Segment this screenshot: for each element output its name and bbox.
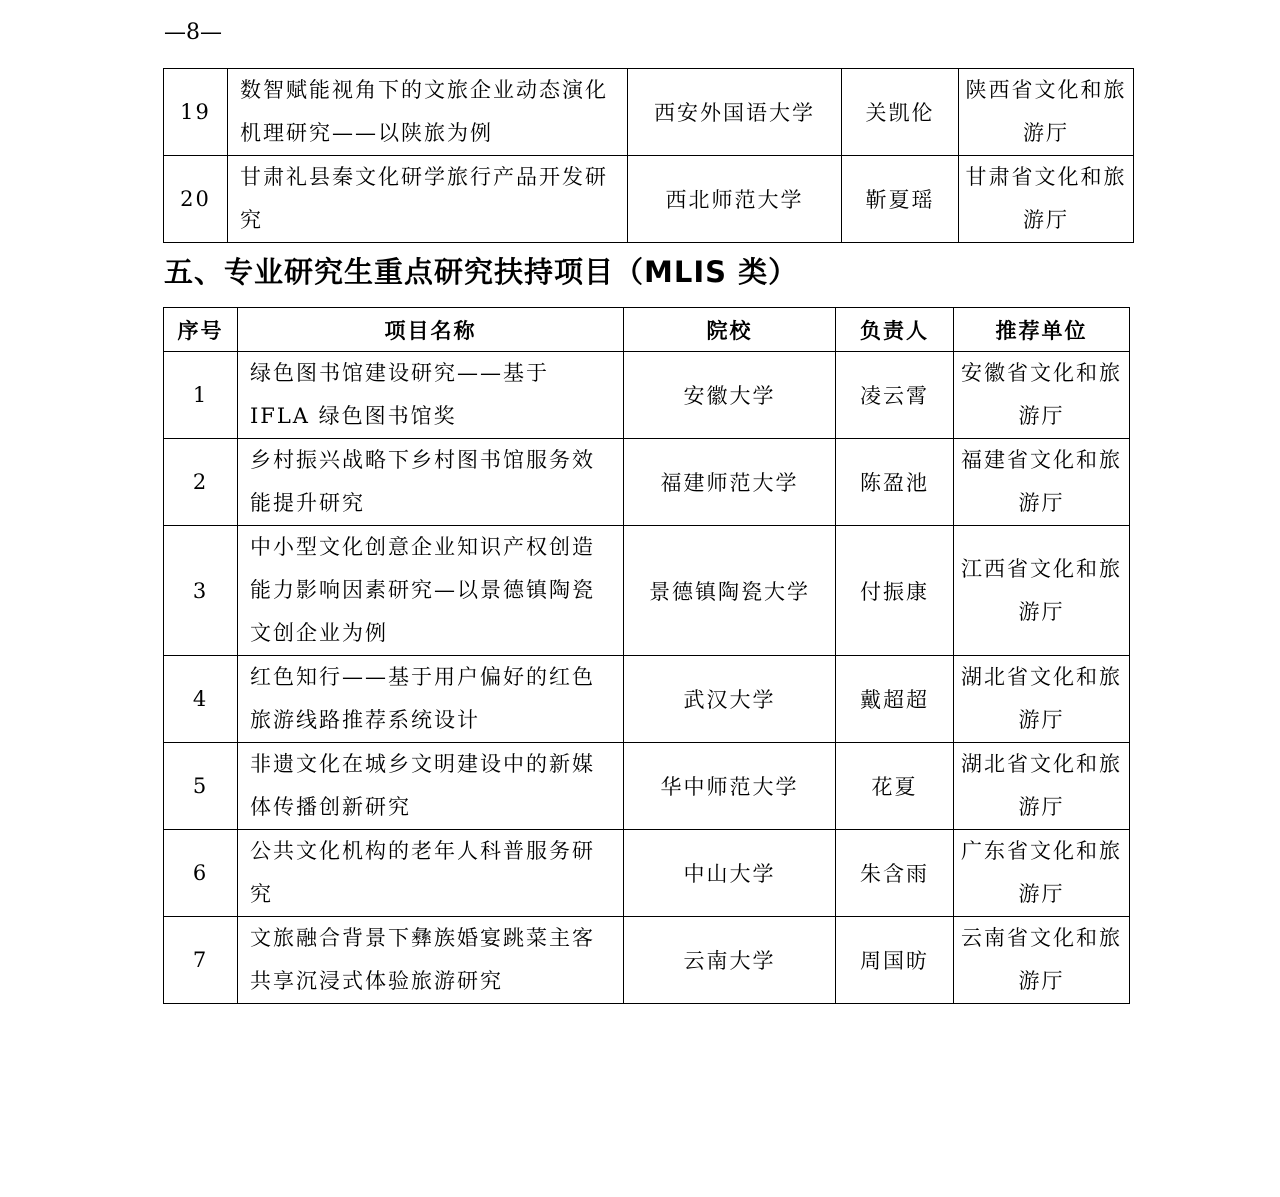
project-title: 绿色图书馆建设研究——基于 IFLA 绿色图书馆奖	[238, 352, 624, 439]
project-leader: 花夏	[836, 743, 954, 830]
table-row	[164, 439, 1130, 526]
table-row	[164, 156, 1134, 243]
recommending-unit: 广东省文化和旅游厅	[954, 830, 1130, 917]
row-number: 2	[164, 439, 238, 526]
school-name: 中山大学	[624, 830, 836, 917]
recommending-unit: 湖北省文化和旅游厅	[954, 656, 1130, 743]
project-title: 公共文化机构的老年人科普服务研究	[238, 830, 624, 917]
column-header-school: 院校	[624, 308, 836, 352]
project-leader: 付振康	[836, 526, 954, 656]
recommending-unit: 湖北省文化和旅游厅	[954, 743, 1130, 830]
row-number: 5	[164, 743, 238, 830]
table-row	[164, 656, 1130, 743]
table-row	[164, 69, 1134, 156]
project-title: 数智赋能视角下的文旅企业动态演化机理研究——以陕旅为例	[228, 69, 628, 156]
school-name: 西安外国语大学	[628, 69, 842, 156]
recommending-unit: 安徽省文化和旅游厅	[954, 352, 1130, 439]
project-leader: 关凯伦	[842, 69, 959, 156]
row-number: 3	[164, 526, 238, 656]
project-leader: 戴超超	[836, 656, 954, 743]
recommending-unit: 福建省文化和旅游厅	[954, 439, 1130, 526]
column-header-unit: 推荐单位	[954, 308, 1130, 352]
recommending-unit: 江西省文化和旅游厅	[954, 526, 1130, 656]
project-leader: 周国昉	[836, 917, 954, 1004]
row-number: 6	[164, 830, 238, 917]
recommending-unit: 甘肃省文化和旅游厅	[959, 156, 1134, 243]
table-row	[164, 526, 1130, 656]
column-header-number: 序号	[164, 308, 238, 352]
project-title: 非遗文化在城乡文明建设中的新媒体传播创新研究	[238, 743, 624, 830]
table-row	[164, 830, 1130, 917]
project-title: 文旅融合背景下彝族婚宴跳菜主客共享沉浸式体验旅游研究	[238, 917, 624, 1004]
school-name: 西北师范大学	[628, 156, 842, 243]
project-title: 中小型文化创意企业知识产权创造能力影响因素研究—以景德镇陶瓷文创企业为例	[238, 526, 624, 656]
mlis-project-table	[163, 307, 1130, 1004]
recommending-unit: 云南省文化和旅游厅	[954, 917, 1130, 1004]
project-title: 甘肃礼县秦文化研学旅行产品开发研究	[228, 156, 628, 243]
project-title: 红色知行——基于用户偏好的红色旅游线路推荐系统设计	[238, 656, 624, 743]
page-number: —8—	[164, 20, 222, 45]
column-header-title: 项目名称	[238, 308, 624, 352]
continued-project-table	[163, 68, 1134, 243]
school-name: 华中师范大学	[624, 743, 836, 830]
project-title: 乡村振兴战略下乡村图书馆服务效能提升研究	[238, 439, 624, 526]
project-leader: 朱含雨	[836, 830, 954, 917]
row-number: 7	[164, 917, 238, 1004]
project-leader: 凌云霄	[836, 352, 954, 439]
school-name: 景德镇陶瓷大学	[624, 526, 836, 656]
row-number: 1	[164, 352, 238, 439]
table-row	[164, 917, 1130, 1004]
school-name: 福建师范大学	[624, 439, 836, 526]
table-row	[164, 743, 1130, 830]
row-number: 19	[164, 69, 228, 156]
project-leader: 靳夏瑶	[842, 156, 959, 243]
table-header-row	[164, 308, 1130, 352]
column-header-leader: 负责人	[836, 308, 954, 352]
table-row	[164, 352, 1130, 439]
section-heading: 五、专业研究生重点研究扶持项目（MLIS 类）	[164, 255, 799, 289]
row-number: 4	[164, 656, 238, 743]
school-name: 武汉大学	[624, 656, 836, 743]
project-leader: 陈盈池	[836, 439, 954, 526]
school-name: 云南大学	[624, 917, 836, 1004]
school-name: 安徽大学	[624, 352, 836, 439]
recommending-unit: 陕西省文化和旅游厅	[959, 69, 1134, 156]
row-number: 20	[164, 156, 228, 243]
